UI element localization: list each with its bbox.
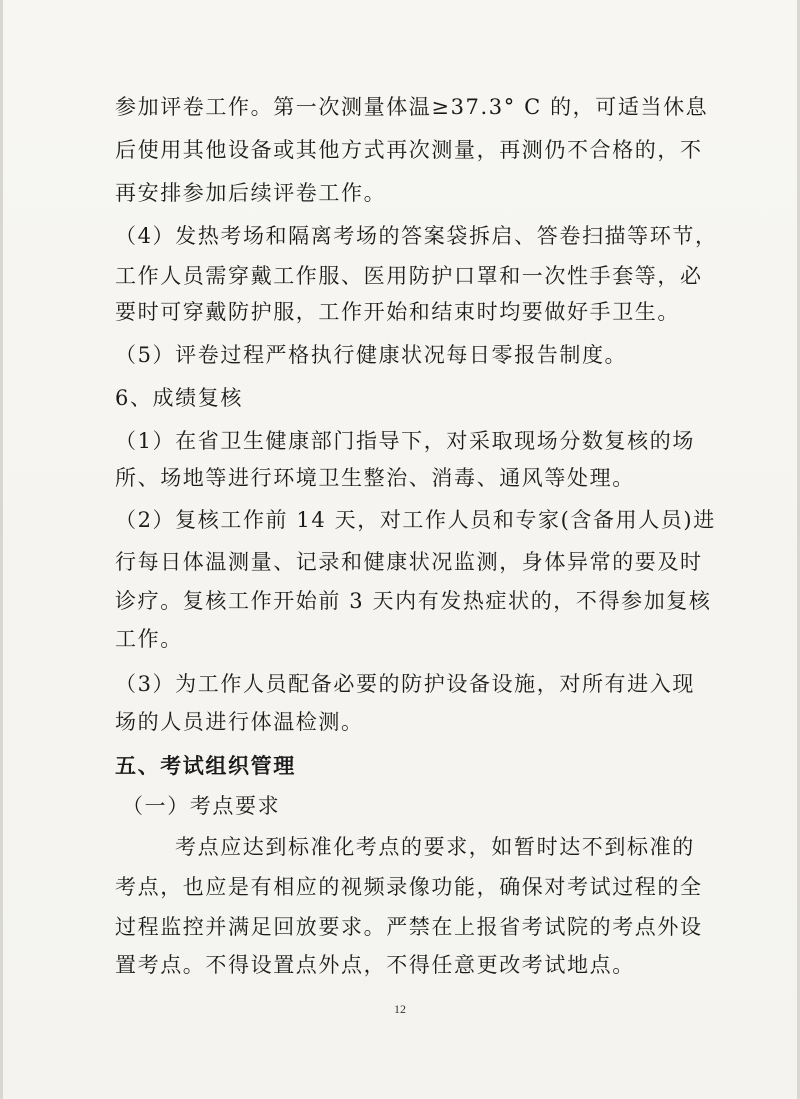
section-heading: 五、考试组织管理 bbox=[115, 753, 296, 778]
text-line: 诊疗。复核工作开始前 3 天内有发热症状的，不得参加复核 bbox=[115, 589, 712, 613]
text-line: 再安排参加后续评卷工作。 bbox=[115, 181, 387, 205]
text-line: 参加评卷工作。第一次测量体温≥37.3° C 的，可适当休息 bbox=[115, 95, 709, 119]
text-line: 过程监控并满足回放要求。严禁在上报省考试院的考点外设 bbox=[115, 915, 703, 939]
text-line: 考点，也应是有相应的视频录像功能，确保对考试过程的全 bbox=[115, 875, 703, 899]
paragraph-first-line: 考点应达到标准化考点的要求，如暂时达不到标准的 bbox=[175, 835, 695, 859]
text-line: （5）评卷过程严格执行健康状况每日零报告制度。 bbox=[115, 343, 628, 367]
text-line: （4）发热考场和隔离考场的答案袋拆启、答卷扫描等环节， bbox=[115, 224, 718, 248]
subsection-heading: （一）考点要求 bbox=[122, 794, 281, 818]
text-line: 置考点。不得设置点外点，不得任意更改考试地点。 bbox=[115, 953, 635, 977]
text-line: （3）为工作人员配备必要的防护设备设施，对所有进入现 bbox=[115, 672, 695, 696]
text-line: 要时可穿戴防护服，工作开始和结束时均要做好手卫生。 bbox=[115, 300, 680, 324]
text-line: 后使用其他设备或其他方式再次测量，再测仍不合格的，不 bbox=[115, 138, 703, 162]
page-number: 12 bbox=[394, 1002, 406, 1016]
text-line: 所、场地等进行环境卫生整治、消毒、通风等处理。 bbox=[115, 466, 635, 490]
scan-edge-left bbox=[0, 0, 3, 1099]
text-line: （2）复核工作前 14 天，对工作人员和专家(含备用人员)进 bbox=[115, 508, 716, 532]
text-line: 工作人员需穿戴工作服、医用防护口罩和一次性手套等，必 bbox=[115, 264, 703, 288]
text-line: 场的人员进行体温检测。 bbox=[115, 710, 364, 734]
section-number: 6、成绩复核 bbox=[115, 386, 243, 410]
text-line: （1）在省卫生健康部门指导下，对采取现场分数复核的场 bbox=[115, 429, 695, 453]
text-line: 行每日体温测量、记录和健康状况监测，身体异常的要及时 bbox=[115, 550, 703, 574]
text-line: 工作。 bbox=[115, 627, 183, 651]
